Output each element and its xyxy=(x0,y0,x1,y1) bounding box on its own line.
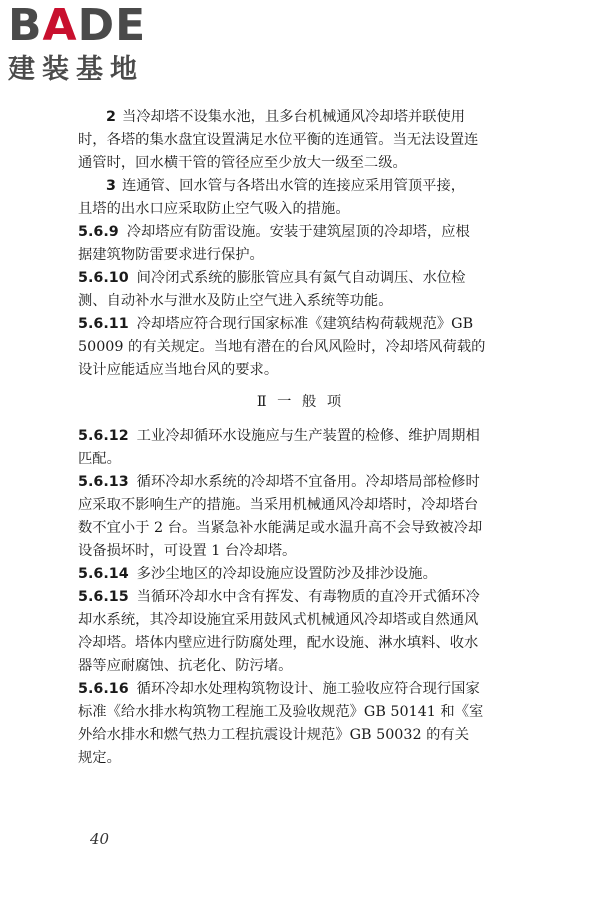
clause xyxy=(78,425,523,471)
clause-number: 5.6.13 xyxy=(78,474,129,490)
clause-text: 间冷闭式系统的膨胀管应具有氮气自动调压、水位检 测、自动补水与泄水及防止空气进入系统等功能。 xyxy=(78,270,466,309)
clause xyxy=(78,313,523,382)
clause-text: 冷却塔应有防雷设施。安装于建筑屋顶的冷却塔，应根 据建筑物防雷要求进行保护。 xyxy=(78,224,470,263)
logo-wordmark xyxy=(8,2,178,50)
clause xyxy=(78,586,523,678)
document-body xyxy=(78,106,523,770)
list-item xyxy=(78,106,523,175)
item-text: 连通管、回水管与各塔出水管的连接应采用管顶平接， 且塔的出水口应采取防止空气吸入的措施。 xyxy=(78,178,466,217)
item-number: 3 xyxy=(106,178,116,194)
clause-number: 5.6.11 xyxy=(78,316,129,332)
clause xyxy=(78,221,523,267)
clause-text: 循环冷却水处理构筑物设计、施工验收应符合现行国家 标准《给水排水构筑物工程施工及验收规范》GB 50141 和《室 外给水排水和燃气热力工程抗震设计规范》GB 50032 的有关 规定。 xyxy=(78,681,484,766)
section-title: Ⅱ 一 般 项 xyxy=(256,394,345,410)
clause-text: 循环冷却水系统的冷却塔不宜备用。冷却塔局部检修时 应采取不影响生产的措施。当采用机械通风冷却塔时，冷却塔台 数不宜小于 2 台。当紧急补水能满足或水温升高不会导致被冷却 设备损坏时，可设置 1 台冷却塔。 xyxy=(78,474,483,559)
logo-mark-accent: A xyxy=(42,0,78,51)
item-number: 2 xyxy=(106,109,116,125)
clause-text: 多沙尘地区的冷却设施应设置防沙及排沙设施。 xyxy=(136,566,437,582)
clause-text: 工业冷却循环水设施应与生产装置的检修、维护周期相 匹配。 xyxy=(78,428,480,467)
page-number: 40 xyxy=(90,830,110,848)
logo-subtitle: 建装基地 xyxy=(8,54,144,85)
clause-number: 5.6.15 xyxy=(78,589,129,605)
clause-number: 5.6.16 xyxy=(78,681,129,697)
item-text: 当冷却塔不设集水池，且多台机械通风冷却塔并联使用 时，各塔的集水盘宜设置满足水位平衡的连通管。当无法设置连 通管时，回水横干管的管径应至少放大一级至二级。 xyxy=(78,109,479,171)
clause-number: 5.6.14 xyxy=(78,566,129,582)
clause xyxy=(78,471,523,563)
clause-text: 冷却塔应符合现行国家标准《建筑结构荷载规范》GB 50009 的有关规定。当地有潜在的台风风险时，冷却塔风荷载的 设计应能适应当地台风的要求。 xyxy=(78,316,486,378)
clause-number: 5.6.12 xyxy=(78,428,129,444)
clause xyxy=(78,678,523,770)
clause xyxy=(78,267,523,313)
logo-mark-part1: B xyxy=(8,0,43,51)
clause xyxy=(78,563,523,586)
logo-mark-part2: DE xyxy=(77,0,147,51)
clause-number: 5.6.10 xyxy=(78,270,129,286)
clause-number: 5.6.9 xyxy=(78,224,119,240)
site-logo xyxy=(8,2,178,92)
clause-text: 当循环冷却水中含有挥发、有毒物质的直冷开式循环冷 却水系统，其冷却设施宜采用鼓风式机械通风冷却塔或自然通风 冷却塔。塔体内壁应进行防腐处理，配水设施、淋水填料、收水 器等应耐腐蚀、抗老化、防污堵。 xyxy=(78,589,480,674)
list-item xyxy=(78,175,523,221)
